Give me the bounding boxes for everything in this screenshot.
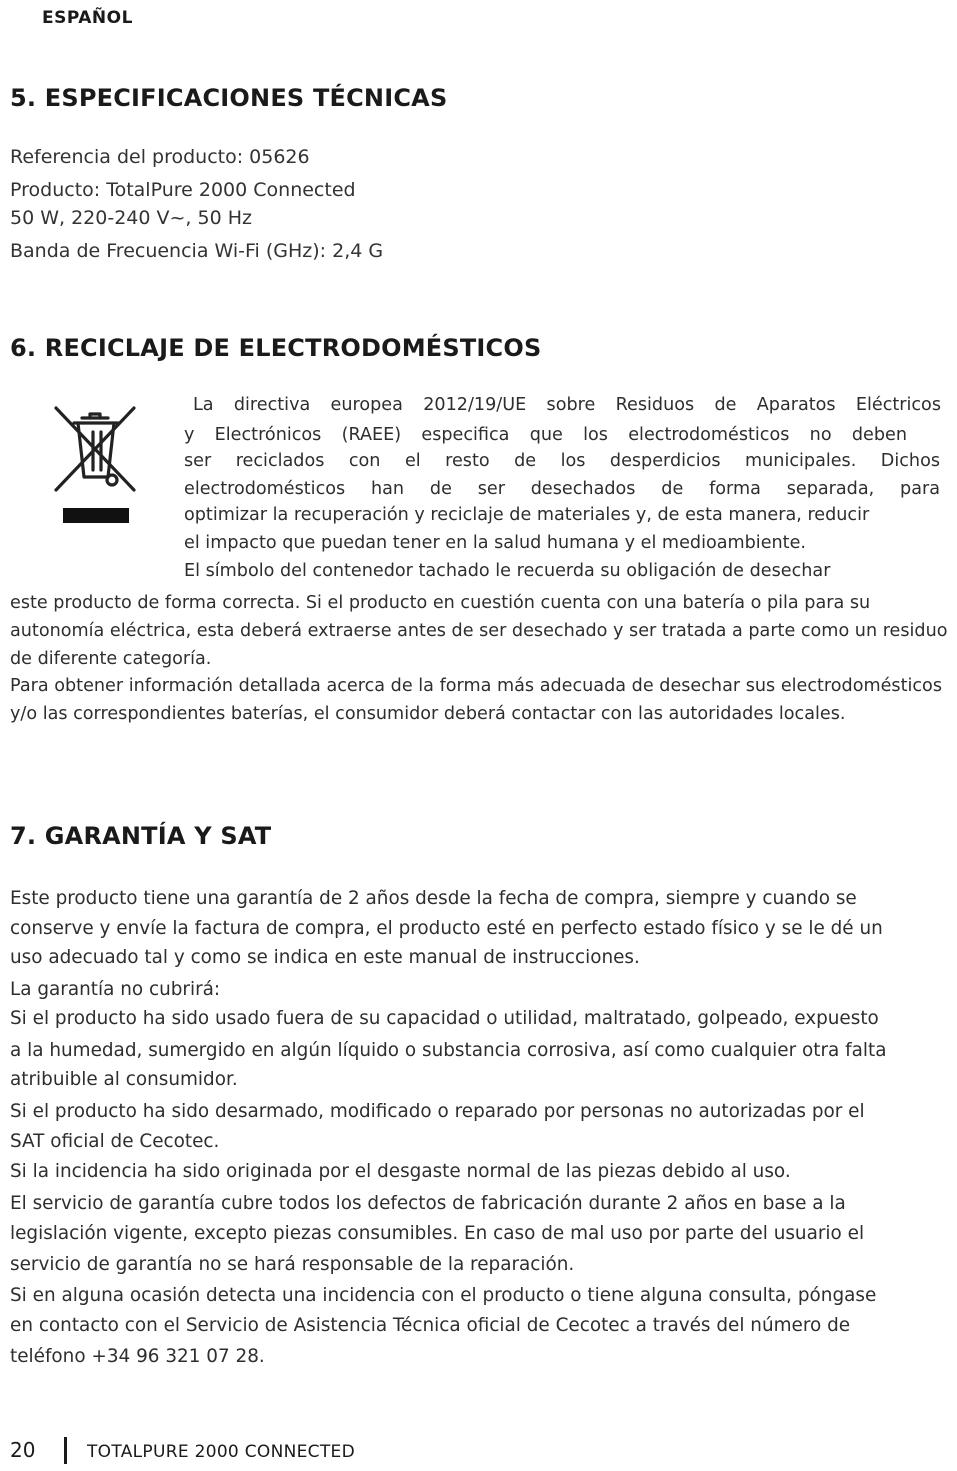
warranty-line-6: a la humedad, sumergido en algún líquido o substancia corrosiva, así como cualquier otra falta — [10, 1040, 887, 1061]
warranty-line-8: Si el producto ha sido desarmado, modificado o reparado por personas no autorizadas por el — [10, 1101, 865, 1122]
crossed-out-wheeled-bin-icon — [50, 402, 142, 528]
warranty-line-11: El servicio de garantía cubre todos los defectos de fabricación durante 2 años en base a la — [10, 1193, 846, 1214]
weee-line-2: y Electrónicos (RAEE) especifica que los electrodomésticos no deben — [184, 425, 907, 445]
footer-divider — [64, 1437, 67, 1464]
weee-info: Para obtener información detallada acerca de la forma más adecuada de desechar sus electrodomésticos y/o las correspondientes baterías, el consumidor deberá contactar con las autoridades locales. — [10, 676, 942, 724]
weee-line-4: electrodomésticos han de ser desechados de forma separada, para — [184, 479, 940, 499]
warranty-line-5: Si el producto ha sido usado fuera de su capacidad o utilidad, maltratado, golpeado, expuesto — [10, 1008, 879, 1029]
spec-wifi-band: Banda de Frecuencia Wi-Fi (GHz): 2,4 G — [10, 240, 384, 262]
warranty-line-14: Si en alguna ocasión detecta una incidencia con el producto o tiene alguna consulta, póngase — [10, 1285, 877, 1306]
weee-line-7: El símbolo del contenedor tachado le recuerda su obligación de desechar — [184, 561, 831, 581]
weee-line-3: ser reciclados con el resto de los desperdicios municipales. Dichos — [184, 451, 940, 471]
weee-continuation: este producto de forma correcta. Si el producto en cuestión cuenta con una batería o pila para su autonomía eléctrica, esta deberá extraerse antes de ser desechado y ser tratada a parte como un residuo de diferente categoría. — [10, 593, 948, 669]
spec-power: 50 W, 220-240 V~, 50 Hz — [10, 207, 252, 229]
page-number: 20 — [10, 1438, 36, 1462]
warranty-line-12: legislación vigente, excepto piezas consumibles. En caso de mal uso por parte del usuario el — [10, 1223, 865, 1244]
weee-line-1: La directiva europea 2012/19/UE sobre Residuos de Aparatos Eléctricos — [193, 395, 941, 415]
section-6-title: 6. RECICLAJE DE ELECTRODOMÉSTICOS — [10, 334, 542, 362]
warranty-line-3: uso adecuado tal y como se indica en este manual de instrucciones. — [10, 947, 640, 968]
language-label: ESPAÑOL — [42, 8, 133, 28]
warranty-line-13: servicio de garantía no se hará responsable de la reparación. — [10, 1254, 575, 1275]
spec-reference: Referencia del producto: 05626 — [10, 146, 310, 168]
warranty-line-10: Si la incidencia ha sido originada por el desgaste normal de las piezas debido al uso. — [10, 1161, 791, 1182]
spec-product: Producto: TotalPure 2000 Connected — [10, 179, 356, 201]
weee-line-6: el impacto que puedan tener en la salud humana y el medioambiente. — [184, 533, 806, 553]
section-5-title: 5. ESPECIFICACIONES TÉCNICAS — [10, 84, 448, 112]
warranty-exclusions-heading: La garantía no cubrirá: — [10, 979, 221, 1000]
warranty-line-7: atribuible al consumidor. — [10, 1069, 238, 1090]
section-7-title: 7. GARANTÍA Y SAT — [10, 822, 272, 850]
footer-product-name: TOTALPURE 2000 CONNECTED — [87, 1442, 355, 1462]
warranty-line-2: conserve y envíe la factura de compra, el producto esté en perfecto estado físico y se le dé un — [10, 918, 883, 939]
warranty-line-1: Este producto tiene una garantía de 2 años desde la fecha de compra, siempre y cuando se — [10, 888, 857, 909]
warranty-line-15: en contacto con el Servicio de Asistencia Técnica oficial de Cecotec a través del número de — [10, 1315, 851, 1336]
warranty-line-16: teléfono +34 96 321 07 28. — [10, 1346, 265, 1367]
weee-line-5: optimizar la recuperación y reciclaje de materiales y, de esta manera, reducir — [184, 505, 870, 525]
warranty-line-9: SAT oficial de Cecotec. — [10, 1131, 220, 1152]
